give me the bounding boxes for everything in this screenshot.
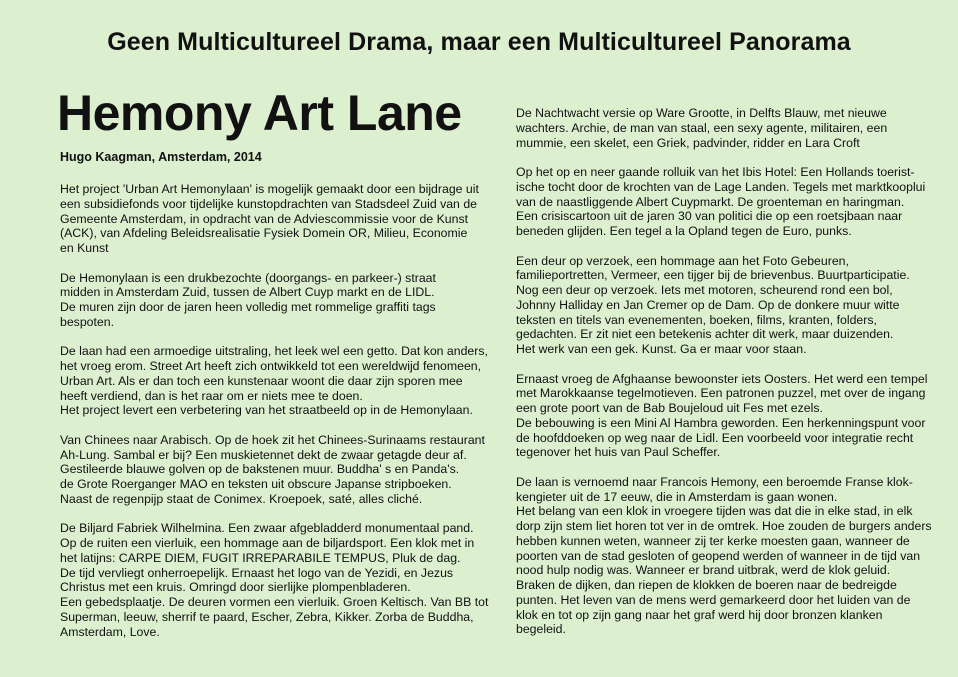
text-line: De laan had een armoedige uitstraling, het leek wel een getto. Dat kon anders, xyxy=(60,344,488,359)
text-line: Het werk van een gek. Kunst. Ga er maar voor staan. xyxy=(516,342,807,356)
text-line: Johnny Halliday en Jan Cremer op de Dam. Op de donkere muur witte xyxy=(516,297,900,312)
text-line: dorp zijn stem liet horen tot ver in de omtrek. Hoe zouden de burgers anders xyxy=(516,519,932,533)
text-line: een grote poort van de Bab Boujeloud uit Fes met ezels. xyxy=(516,401,823,415)
text-line: teksten en titels van evenementen, boeken, films, kranten, folders, xyxy=(516,312,877,327)
text-line: een subsidiefonds voor tijdelijke kunstopdrachten van Stadsdeel Zuid van de xyxy=(60,196,477,211)
text-line: wachters. Archie, de man van staal, een sexy agente, militairen, een xyxy=(516,120,888,135)
paragraph xyxy=(516,165,944,239)
text-line: Op het op en neer gaande rolluik van het Ibis Hotel: Een Hollands toerist- xyxy=(516,165,915,179)
paragraph xyxy=(516,475,944,637)
text-line: nood hulp nodig was. Wanneer er brand uitbrak, werd de klok geluid. xyxy=(516,563,891,578)
text-line: De bebouwing is een Mini Al Hambra geworden. Een herkenningspunt voor xyxy=(516,415,926,430)
text-line: met Marokkaanse tegelmotieven. Een patronen puzzel, met over de ingang xyxy=(516,386,926,401)
text-line: Een gebedsplaatje. De deuren vormen een vierluik. Groen Keltisch. Van BB tot xyxy=(60,595,489,609)
paragraph xyxy=(516,106,944,150)
text-line: Ah-Lung. Sambal er bij? Een muskietennet dekt de zwaar getagde deur af. xyxy=(60,447,467,462)
text-line: Een deur op verzoek, een hommage aan het Foto Gebeuren, xyxy=(516,253,849,268)
paragraph xyxy=(60,271,500,330)
text-line: Het project 'Urban Art Hemonylaan' is mogelijk gemaakt door een bijdrage uit xyxy=(60,182,479,196)
text-line: Amsterdam, Love. xyxy=(60,624,160,639)
text-line: Op de ruiten een vierluik, een hommage aan de biljardsport. Een klok met in xyxy=(60,536,475,550)
text-line: Nog een deur op verzoek. Iets met motoren, scheurend rond een bol, xyxy=(516,283,893,297)
text-line: ische tocht door de krochten van de Lage Landen. Tegels met marktkooplui xyxy=(516,179,926,194)
text-line: van de naastliggende Albert Cuypmarkt. De groenteman en haringman. xyxy=(516,194,905,209)
text-line: gedachten. Er zit niet een betekenis achter dit werk, maar duizenden. xyxy=(516,327,894,342)
text-line: kengieter uit de 17 eeuw, die in Amsterdam is gaan wonen. xyxy=(516,489,838,504)
page-title: Hemony Art Lane xyxy=(57,85,462,141)
text-line: de hoofddoeken op weg naar de Lidl. Een voorbeeld voor integratie recht xyxy=(516,430,914,445)
paragraph xyxy=(60,521,500,639)
paragraph xyxy=(60,344,500,418)
text-line: Ernaast vroeg de Afghaanse bewoonster iets Oosters. Het werd een tempel xyxy=(516,371,928,386)
text-line: (ACK), van Afdeling Beleidsrealisatie Fysiek Domein OR, Milieu, Economie xyxy=(60,226,468,241)
text-line: Gestileerde blauwe golven op de bakstenen muur. Buddha' s en Panda's. xyxy=(60,462,460,477)
text-line: Een crisiscartoon uit de jaren 30 van politici die op een roetsjbaan naar xyxy=(516,209,903,224)
text-line: begeleid. xyxy=(516,622,566,637)
text-line: familieportretten, Vermeer, een tijger bij de brievenbus. Buurtparticipatie. xyxy=(516,268,910,283)
text-line: De Nachtwacht versie op Ware Grootte, in Delfts Blauw, met nieuwe xyxy=(516,106,887,120)
paragraph xyxy=(516,372,944,461)
paragraph xyxy=(60,182,500,256)
page-header: Geen Multicultureel Drama, maar een Multicultureel Panorama xyxy=(107,28,851,56)
text-line: De muren zijn door de jaren heen volledig met rommelige graffiti tags xyxy=(60,300,436,314)
text-line: Van Chinees naar Arabisch. Op de hoek zit het Chinees-Surinaams restaurant xyxy=(60,432,485,447)
text-line: Gemeente Amsterdam, in opdracht van de Adviescommissie voor de Kunst xyxy=(60,211,469,226)
text-line: De Hemonylaan is een drukbezochte (doorgangs- en parkeer-) straat xyxy=(60,270,436,285)
text-line: tegenover het huis van Paul Scheffer. xyxy=(516,445,721,460)
author-line: Hugo Kaagman, Amsterdam, 2014 xyxy=(60,150,262,164)
text-line: Urban Art. Als er dan toch een kunstenaar woont die daar zijn sporen mee xyxy=(60,373,463,388)
text-line: hebben kunnen weten, wanneer zij ter kerke moesten gaan, wanneer de xyxy=(516,533,910,548)
text-line: De laan is vernoemd naar Francois Hemony, een beroemde Franse klok- xyxy=(516,474,913,489)
text-line: beneden glijden. Een tegel a la Opland tegen de Euro, punks. xyxy=(516,224,852,238)
text-line: bespoten. xyxy=(60,314,115,329)
text-line: het vroeg erom. Street Art heeft zich ontwikkeld tot een wereldwijd fenomeen, xyxy=(60,359,482,373)
text-line: punten. Het leven van de mens werd gemarkeerd door het luiden van de xyxy=(516,592,911,607)
paragraph xyxy=(60,433,500,507)
text-line: mummie, een skelet, een Griek, padvinder, ridder en Lara Croft xyxy=(516,135,860,150)
text-line: heeft verdiend, dan is het raar om er niets mee te doen. xyxy=(60,388,363,403)
text-line: midden in Amsterdam Zuid, tussen de Albert Cuyp markt en de LIDL. xyxy=(60,285,435,300)
text-line: het latijns: CARPE DIEM, FUGIT IRREPARABILE TEMPUS, Pluk de dag. xyxy=(60,550,461,565)
text-line: Christus met een kruis. Omringd door sierlijke plompenbladeren. xyxy=(60,580,411,595)
text-line: poorten van de stad gesloten of geopend werden of wanneer in de tijd van xyxy=(516,548,921,563)
text-line: De Biljard Fabriek Wilhelmina. Een zwaar afgebladderd monumentaal pand. xyxy=(60,521,474,536)
text-line: Het belang van een klok in vroegere tijden was dat die in elke stad, in elk xyxy=(516,504,913,519)
text-line: en Kunst xyxy=(60,241,109,255)
text-line: Superman, leeuw, sherrif te paard, Escher, Zebra, Kikker. Zorba de Buddha, xyxy=(60,609,474,624)
text-line: Braken de dijken, dan riepen de klokken de boeren naar de bedreigde xyxy=(516,578,897,592)
left-column xyxy=(60,182,500,654)
text-line: Naast de regenpijp staat de Conimex. Kroepoek, saté, alles cliché. xyxy=(60,491,423,506)
text-line: De tijd vervliegt onherroepelijk. Ernaast het logo van de Yezidi, en Jezus xyxy=(60,565,454,580)
paragraph xyxy=(516,254,944,357)
right-column xyxy=(516,106,944,652)
text-line: Het project levert een verbetering van het straatbeeld op in de Hemonylaan. xyxy=(60,403,473,418)
text-line: klok en tot op zijn gang naar het graf werd hij door bronzen klanken xyxy=(516,607,883,622)
text-line: de Grote Roerganger MAO en teksten uit obscure Japanse stripboeken. xyxy=(60,477,452,491)
